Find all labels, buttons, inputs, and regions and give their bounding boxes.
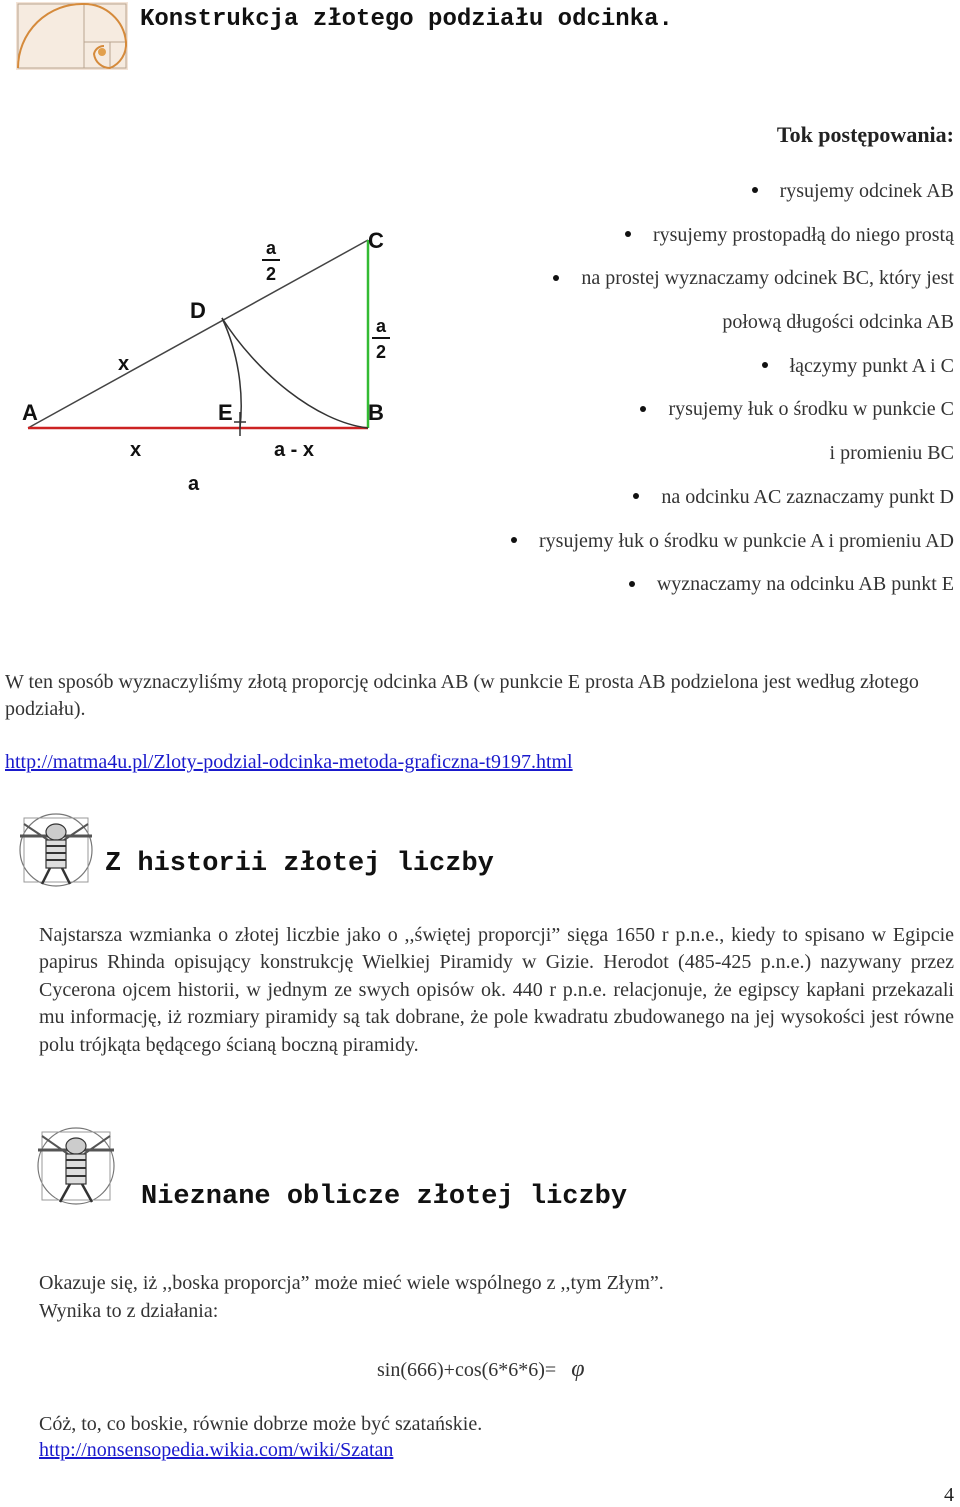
list-item: wyznaczamy na odcinku AB punkt E <box>354 563 954 607</box>
page-number: 4 <box>944 1484 954 1506</box>
bullet-icon <box>633 493 639 499</box>
bullet-icon <box>762 362 768 368</box>
page-title: Konstrukcja złotego podziału odcinka. <box>140 6 673 33</box>
list-item: na odcinku AC zaznaczamy punkt D <box>354 476 954 520</box>
golden-spiral-logo <box>16 2 128 70</box>
list-item: łączymy punkt A i C <box>354 345 954 389</box>
phi-symbol: φ <box>571 1356 585 1382</box>
bullet-icon <box>511 537 517 543</box>
arc-center-c <box>222 318 368 428</box>
segment-ac <box>28 240 368 428</box>
vitruvian-cat-icon <box>34 1122 118 1208</box>
point-d-label: D <box>190 298 206 323</box>
section-title-unknown: Nieznane oblicze złotej liczby <box>141 1182 628 1212</box>
list-item: na prostej wyznaczamy odcinek BC, który jest <box>354 257 954 301</box>
golden-section-diagram <box>16 222 406 512</box>
svg-text:2: 2 <box>266 264 277 284</box>
source-link-nonsensopedia[interactable]: http://nonsensopedia.wikia.com/wiki/Szatan <box>39 1439 394 1461</box>
bullet-icon <box>629 581 635 587</box>
list-item: rysujemy odcinek AB <box>354 170 954 214</box>
point-c-label: C <box>368 228 384 253</box>
label-a-minus-x: a - x <box>274 439 315 461</box>
label-x-ad: x <box>118 353 130 375</box>
bullet-icon <box>640 406 646 412</box>
source-link-matma4u[interactable]: http://matma4u.pl/Zloty-podzial-odcinka-metoda-graficzna-t9197.html <box>5 751 573 773</box>
unknown-line-2: Wynika to z działania: <box>39 1300 219 1322</box>
formula-text: sin(666)+cos(6*6*6)= <box>377 1359 557 1381</box>
formula <box>377 1356 584 1384</box>
summary-paragraph: W ten sposób wyznaczyliśmy złotą proporcję odcinka AB (w punkcie E prosta AB podzielona jest według złotego podziału). <box>5 671 919 721</box>
label-x-below: x <box>130 439 142 461</box>
bullet-icon <box>752 187 758 193</box>
svg-text:a: a <box>376 316 387 336</box>
list-item: rysujemy łuk o środku w punkcie A i promieniu AD <box>354 520 954 564</box>
list-item: i promieniu BC <box>829 442 954 465</box>
svg-text:a: a <box>266 238 277 258</box>
section-title-history: Z historii złotej liczby <box>105 849 494 879</box>
list-item: połową długości odcinka AB <box>722 311 954 334</box>
vitruvian-cat-icon <box>14 810 98 890</box>
bullet-icon <box>553 275 559 281</box>
bullet-icon <box>625 231 631 237</box>
point-e-label: E <box>218 400 233 425</box>
steps-heading: Tok postępowania: <box>776 122 954 147</box>
svg-text:2: 2 <box>376 342 387 362</box>
history-paragraph: Najstarsza wzmianka o złotej liczbie jako o ,,świętej proporcji” sięga 1650 r p.n.e., kiedy to spisano w Egipcie papirus Rhinda opisujący konstrukcję Wielkiej Piramidy w Gizie. Herodot (485-425 p.n.e.) nazywany przez Cycerona ojcem historii, w jednym ze swych opisów ok. 440 r p.n.e. relacjonuje, że egipscy kapłani przekazali mu informację, iż rozmiary piramidy są tak dobrane, że pole kwadratu zbudowanego na jej wysokości jest równe polu trójkąta będącego ścianą boczną piramidy. <box>39 924 954 1056</box>
point-b-label: B <box>368 400 384 425</box>
label-a: a <box>188 473 200 495</box>
steps-list <box>354 170 954 607</box>
list-item: rysujemy prostopadłą do niego prostą <box>354 214 954 258</box>
point-a-label: A <box>22 400 38 425</box>
unknown-line-3: Cóż, to, co boskie, równie dobrze może być szatańskie. <box>39 1413 483 1435</box>
unknown-line-1: Okazuje się, iż ,,boska proporcja” może mieć wiele wspólnego z ,,tym Złym”. <box>39 1272 664 1294</box>
list-item: rysujemy łuk o środku w punkcie C <box>354 388 954 432</box>
